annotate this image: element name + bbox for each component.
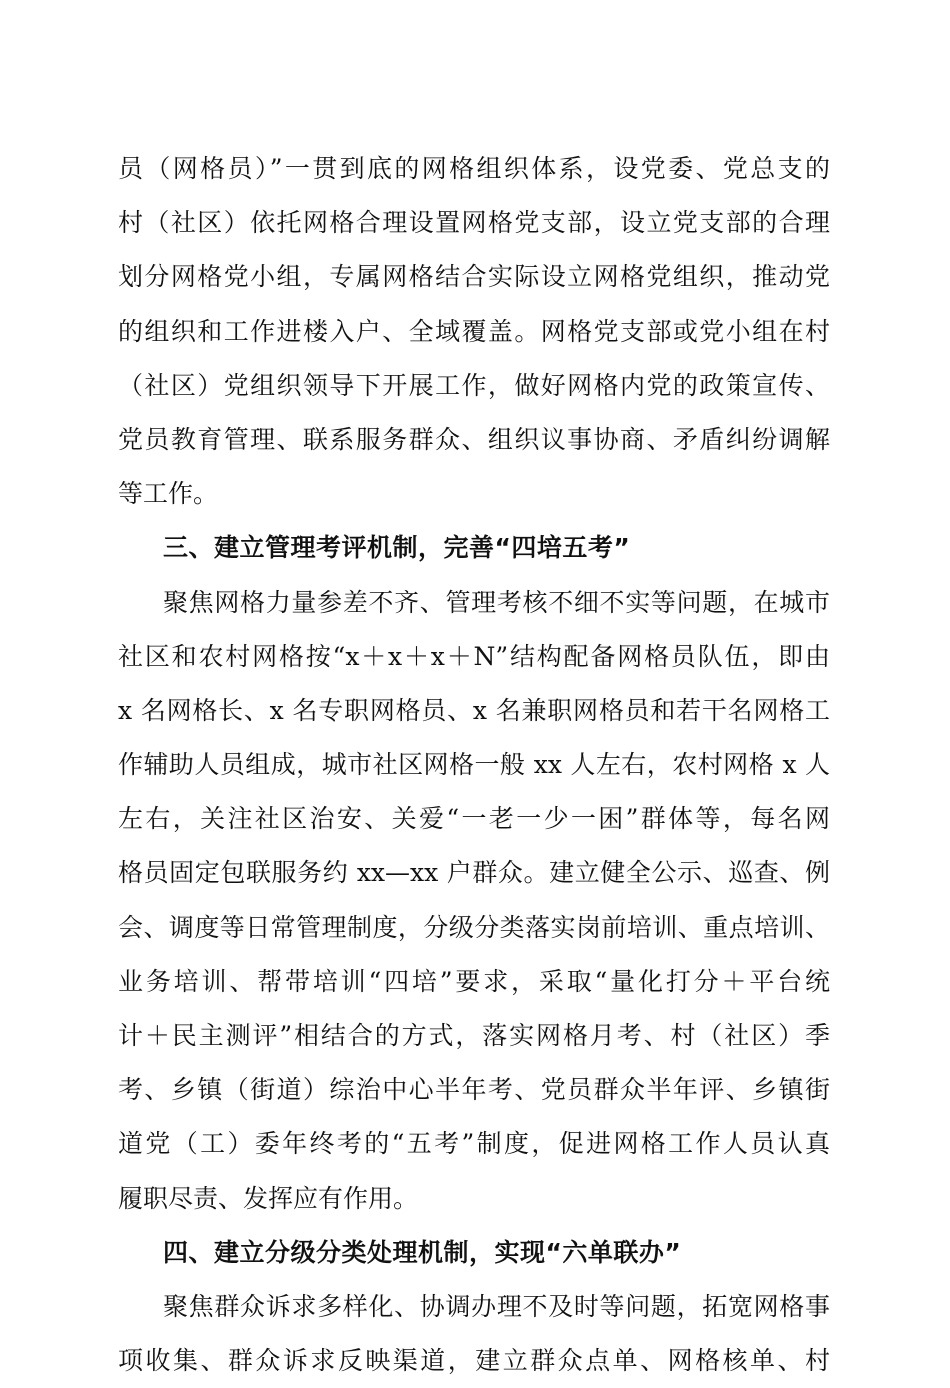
paragraph-line: 会、调度等日常管理制度，分级分类落实岗前培训、重点培训、 <box>118 912 830 942</box>
paragraph-line: 聚焦网格力量参差不齐、管理考核不细不实等问题，在城市 <box>163 587 830 617</box>
paragraph-line: 村（社区）依托网格合理设置网格党支部，设立党支部的合理 <box>118 208 830 238</box>
paragraph-line: 等工作。 <box>118 479 219 509</box>
paragraph-line: 计＋民主测评”相结合的方式，落实网格月考、村（社区）季 <box>118 1021 830 1050</box>
paragraph-line: 的组织和工作进楼入户、全域覆盖。网格党支部或党小组在村 <box>118 316 830 346</box>
paragraph-line: 员（网格员）”一贯到底的网格组织体系，设党委、党总支的 <box>118 154 830 183</box>
paragraph-line: 考、乡镇（街道）综治中心半年考、党员群众半年评、乡镇街 <box>118 1075 830 1105</box>
paragraph-line: 左右，关注社区治安、关爱“一老一少一困”群体等，每名网 <box>118 804 830 834</box>
paragraph-line: x 名网格长、x 名专职网格员、x 名兼职网格员和若干名网格工 <box>118 695 830 725</box>
document-body <box>118 142 830 1388</box>
paragraph-line: （社区）党组织领导下开展工作，做好网格内党的政策宣传、 <box>118 370 830 400</box>
paragraph-line: 道党（工）委年终考的“五考”制度，促进网格工作人员认真 <box>118 1129 830 1159</box>
paragraph-line: 项收集、群众诉求反映渠道，建立群众点单、网格核单、村 <box>118 1346 830 1376</box>
paragraph-line: 业务培训、帮带培训“四培”要求，采取“量化打分＋平台统 <box>118 966 830 996</box>
paragraph-line: 聚焦群众诉求多样化、协调办理不及时等问题，拓宽网格事 <box>163 1291 830 1321</box>
section-heading-4: 四、建立分级分类处理机制，实现“六单联办” <box>163 1237 682 1267</box>
paragraph-line: 划分网格党小组，专属网格结合实际设立网格党组织，推动党 <box>118 262 830 292</box>
paragraph-line: 党员教育管理、联系服务群众、组织议事协商、矛盾纠纷调解 <box>118 424 830 454</box>
paragraph-handling <box>118 1280 830 1388</box>
section-heading-3: 三、建立管理考评机制，完善“四培五考” <box>163 533 631 563</box>
paragraph-line: 履职尽责、发挥应有作用。 <box>118 1183 419 1213</box>
paragraph-line: 社区和农村网格按“x＋x＋x＋N”结构配备网格员队伍，即由 <box>118 641 830 671</box>
paragraph-line: 作辅助人员组成，城市社区网格一般 xx 人左右，农村网格 x 人 <box>118 750 830 780</box>
paragraph-party-grid <box>118 142 830 521</box>
paragraph-assessment <box>118 576 830 1226</box>
paragraph-line: 格员固定包联服务约 xx—xx 户群众。建立健全公示、巡查、例 <box>118 858 830 888</box>
